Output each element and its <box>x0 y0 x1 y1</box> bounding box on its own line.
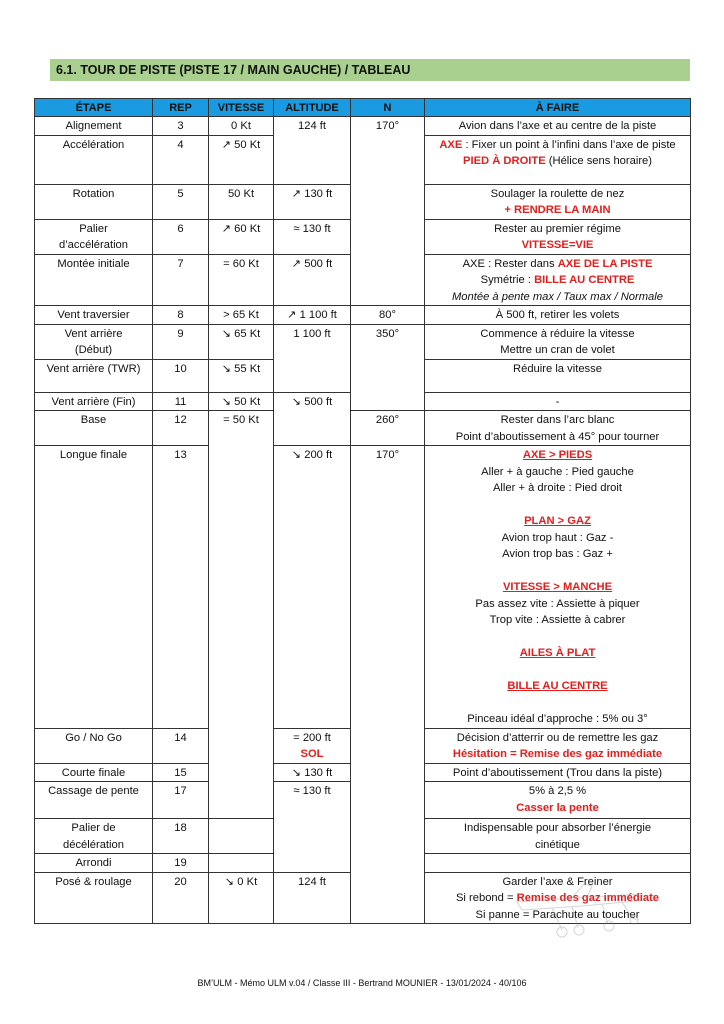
cell-n <box>351 392 425 411</box>
cell-vitesse: ↘ 0 Kt <box>209 872 274 924</box>
cell-n <box>351 872 425 924</box>
cell-etape: Rotation <box>35 184 153 219</box>
cell-afaire <box>425 782 691 819</box>
procedure-table <box>34 98 691 924</box>
table-row <box>35 446 691 729</box>
afaire-text: : Fixer un point à l’infini dans l’axe de piste <box>462 138 676 151</box>
table-header-row <box>35 99 691 117</box>
afaire-text: Aller + à gauche : Pied gauche <box>481 465 634 478</box>
cell-rep: 9 <box>153 324 209 359</box>
table-row <box>35 306 691 325</box>
table-row <box>35 392 691 411</box>
cell-altitude: 1 100 ft <box>274 324 351 359</box>
cell-altitude: ≈ 130 ft <box>274 782 351 819</box>
table-row <box>35 411 691 446</box>
header-n: N <box>351 99 425 117</box>
cell-afaire <box>425 324 691 359</box>
cell-etape: Posé & roulage <box>35 872 153 924</box>
afaire-text: Avion trop bas : Gaz + <box>502 548 613 560</box>
cell-etape: Vent arrière (Fin) <box>35 392 153 411</box>
cell-rep: 7 <box>153 254 209 306</box>
cell-altitude: ↗ 500 ft <box>274 254 351 306</box>
table-row <box>35 782 691 819</box>
afaire-red: BILLE AU CENTRE <box>534 274 635 286</box>
cell-afaire: À 500 ft, retirer les volets <box>425 306 691 325</box>
cell-altitude <box>274 359 351 392</box>
cell-etape: Vent arrière (TWR) <box>35 359 153 392</box>
afaire-text: Pas assez vite : Assiette à piquer <box>475 597 640 610</box>
header-altitude: ALTITUDE <box>274 99 351 117</box>
cell-n <box>351 854 425 873</box>
afaire-text: Garder l’axe & Freiner <box>502 875 613 888</box>
cell-vitesse <box>209 819 274 854</box>
afaire-heading: PLAN > GAZ <box>524 515 591 527</box>
afaire-text: Trop vite : Assiette à cabrer <box>489 614 626 626</box>
afaire-text: (Hélice sens horaire) <box>545 155 652 167</box>
cell-etape: Go / No Go <box>35 728 153 763</box>
cell-afaire: Indispensable pour absorber l’énergie cinétique <box>425 819 691 854</box>
cell-vitesse: ↘ 65 Kt <box>209 324 274 359</box>
cell-etape: Palier de décélération <box>35 819 153 854</box>
cell-vitesse: ↗ 60 Kt <box>209 219 274 254</box>
table-row <box>35 254 691 306</box>
cell-afaire <box>425 135 691 184</box>
cell-n <box>351 763 425 782</box>
table-row <box>35 819 691 854</box>
cell-rep: 18 <box>153 819 209 854</box>
cell-etape: Palier d’accélération <box>35 219 153 254</box>
afaire-text: Décision d’atterrir ou de remettre les gaz <box>456 731 659 744</box>
cell-altitude: ↗ 130 ft <box>274 184 351 219</box>
table-row <box>35 135 691 184</box>
cell-n <box>351 728 425 763</box>
cell-afaire: Point d’aboutissement (Trou dans la piste) <box>425 763 691 782</box>
cell-afaire <box>425 854 691 873</box>
cell-n <box>351 359 425 392</box>
cell-etape: Cassage de pente <box>35 782 153 819</box>
cell-n <box>351 819 425 854</box>
cell-n <box>351 782 425 819</box>
cell-n: 170° <box>351 117 425 136</box>
afaire-text: 5% à 2,5 % <box>528 785 587 797</box>
table-row <box>35 763 691 782</box>
cell-vitesse <box>209 446 274 729</box>
cell-n <box>351 254 425 306</box>
table-row <box>35 854 691 873</box>
table-row <box>35 728 691 763</box>
cell-n <box>351 135 425 184</box>
cell-altitude: ↗ 1 100 ft <box>274 306 351 325</box>
cell-altitude: ↘ 500 ft <box>274 392 351 411</box>
afaire-text: Si rebond = <box>455 892 517 904</box>
altitude-text: = 200 ft <box>293 731 331 744</box>
cell-n: 170° <box>351 446 425 729</box>
cell-vitesse: ↘ 50 Kt <box>209 392 274 411</box>
altitude-red: SOL <box>300 748 324 760</box>
afaire-red: VITESSE=VIE <box>521 239 594 251</box>
cell-afaire <box>425 219 691 254</box>
cell-vitesse <box>209 782 274 819</box>
afaire-heading: AILES À PLAT <box>519 647 596 659</box>
cell-altitude <box>274 135 351 184</box>
cell-etape: Vent arrière (Début) <box>35 324 153 359</box>
afaire-text: Aller + à droite : Pied droit <box>492 482 623 494</box>
cell-altitude: 124 ft <box>274 872 351 924</box>
cell-rep: 4 <box>153 135 209 184</box>
cell-vitesse: = 60 Kt <box>209 254 274 306</box>
afaire-red-prefix: + <box>504 204 515 216</box>
cell-altitude: ≈ 130 ft <box>274 219 351 254</box>
afaire-text: Si panne = Parachute au toucher <box>475 908 640 921</box>
cell-etape: Vent traversier <box>35 306 153 325</box>
cell-etape: Accélération <box>35 135 153 184</box>
afaire-red: AXE DE LA PISTE <box>557 257 653 270</box>
cell-vitesse: = 50 Kt <box>209 411 274 446</box>
cell-altitude <box>274 819 351 854</box>
cell-vitesse: 0 Kt <box>209 117 274 136</box>
afaire-heading: VITESSE > MANCHE <box>502 581 613 593</box>
afaire-text: Rester au premier régime <box>494 222 621 235</box>
cell-afaire: Avion dans l’axe et au centre de la piste <box>425 117 691 136</box>
cell-rep: 15 <box>153 763 209 782</box>
cell-rep: 3 <box>153 117 209 136</box>
cell-rep: 13 <box>153 446 209 729</box>
afaire-text: Mettre un cran de volet <box>500 344 615 356</box>
afaire-red: Casser la pente <box>516 801 599 814</box>
cell-etape: Montée initiale <box>35 254 153 306</box>
cell-afaire: - <box>425 392 691 411</box>
cell-rep: 20 <box>153 872 209 924</box>
cell-afaire <box>425 411 691 446</box>
cell-afaire: Réduire la vitesse <box>425 359 691 392</box>
afaire-text: Soulager la roulette de nez <box>490 187 625 200</box>
page-footer: BM’ULM - Mémo ULM v.04 / Classe III - Bertrand MOUNIER - 13/01/2024 - 40/106 <box>197 978 527 988</box>
cell-vitesse: > 65 Kt <box>209 306 274 325</box>
cell-rep: 17 <box>153 782 209 819</box>
afaire-text: Rester dans l’arc blanc <box>500 414 615 426</box>
cell-altitude <box>274 854 351 873</box>
cell-rep: 10 <box>153 359 209 392</box>
cell-rep: 19 <box>153 854 209 873</box>
afaire-heading: AXE > PIEDS <box>522 449 593 461</box>
afaire-red: RENDRE LA MAIN <box>514 204 611 216</box>
afaire-red: Remise des gaz immédiate <box>516 892 660 904</box>
table-row <box>35 117 691 136</box>
afaire-text: Pinceau idéal d’approche : 5% ou 3° <box>467 713 648 725</box>
cell-vitesse <box>209 728 274 763</box>
header-etape: ÉTAPE <box>35 99 153 117</box>
afaire-text: AXE : Rester dans <box>462 257 558 270</box>
cell-n: 80° <box>351 306 425 325</box>
cell-etape: Base <box>35 411 153 446</box>
cell-etape: Longue finale <box>35 446 153 729</box>
afaire-red: PIED À DROITE <box>463 155 546 167</box>
afaire-red: Hésitation = Remise des gaz immédiate <box>452 748 663 760</box>
table-row <box>35 184 691 219</box>
cell-altitude <box>274 411 351 446</box>
cell-etape: Arrondi <box>35 854 153 873</box>
cell-vitesse <box>209 763 274 782</box>
cell-rep: 11 <box>153 392 209 411</box>
cell-rep: 14 <box>153 728 209 763</box>
cell-rep: 6 <box>153 219 209 254</box>
header-afaire: À FAIRE <box>425 99 691 117</box>
cell-rep: 5 <box>153 184 209 219</box>
cell-altitude <box>274 728 351 763</box>
cell-rep: 12 <box>153 411 209 446</box>
cell-vitesse: ↘ 55 Kt <box>209 359 274 392</box>
aircraft-watermark-icon <box>512 880 652 940</box>
cell-afaire <box>425 728 691 763</box>
cell-vitesse <box>209 854 274 873</box>
cell-n <box>351 219 425 254</box>
cell-rep: 8 <box>153 306 209 325</box>
cell-n: 260° <box>351 411 425 446</box>
cell-n: 350° <box>351 324 425 359</box>
cell-afaire <box>425 254 691 306</box>
afaire-text: Symétrie : <box>480 274 535 286</box>
table-row <box>35 324 691 359</box>
header-vitesse: VITESSE <box>209 99 274 117</box>
cell-n <box>351 184 425 219</box>
cell-vitesse: ↗ 50 Kt <box>209 135 274 184</box>
cell-altitude: ↘ 200 ft <box>274 446 351 729</box>
cell-afaire <box>425 184 691 219</box>
cell-altitude: ↘ 130 ft <box>274 763 351 782</box>
afaire-italic: Montée à pente max / Taux max / Normale <box>451 290 663 303</box>
cell-etape: Courte finale <box>35 763 153 782</box>
afaire-text: Commence à réduire la vitesse <box>480 327 635 340</box>
section-title: 6.1. TOUR DE PISTE (PISTE 17 / MAIN GAUCHE) / TABLEAU <box>50 59 690 81</box>
afaire-heading: BILLE AU CENTRE <box>507 680 608 692</box>
table-row <box>35 359 691 392</box>
afaire-text: Point d’aboutissement à 45° pour tourner <box>455 430 660 443</box>
header-rep: REP <box>153 99 209 117</box>
cell-afaire <box>425 446 691 729</box>
cell-vitesse: 50 Kt <box>209 184 274 219</box>
cell-etape: Alignement <box>35 117 153 136</box>
afaire-text: Avion trop haut : Gaz - <box>501 531 614 544</box>
afaire-red: AXE <box>439 138 463 151</box>
table-row <box>35 219 691 254</box>
cell-altitude: 124 ft <box>274 117 351 136</box>
